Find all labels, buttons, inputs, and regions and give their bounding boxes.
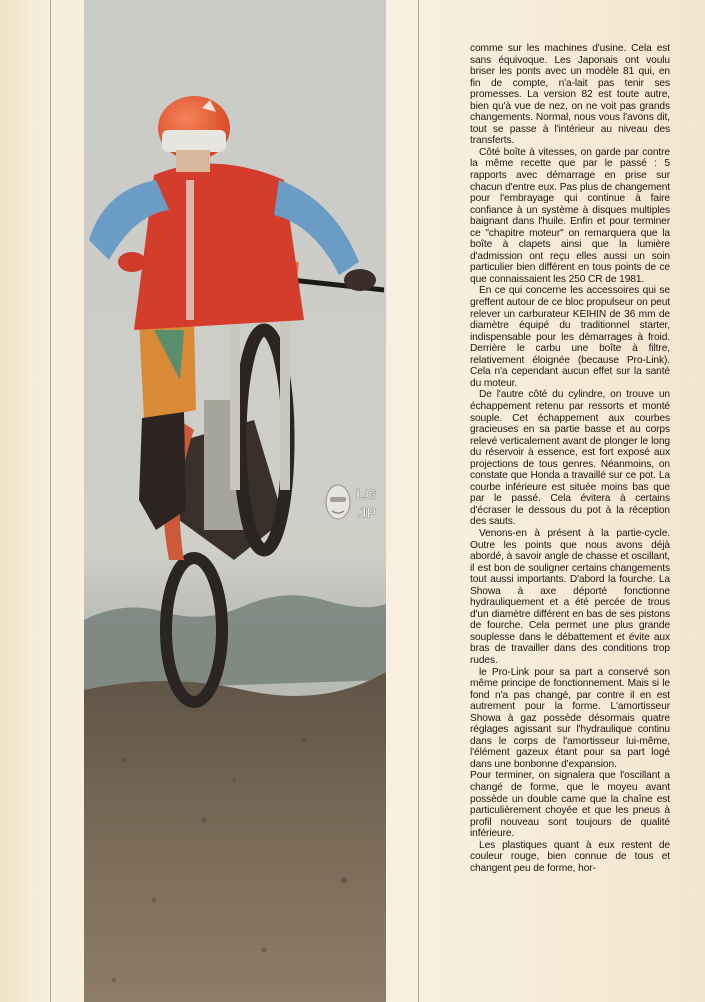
article-paragraph: Venons-en à présent à la partie-cycle. Outre les points que nous avons déjà abordé, à savoir angle de chasse et oscillant, il est bon de souligner certains changements tout aussi importants. D'abord la fourche. La Showa à axe déporté fonctionne hydrauliquement et a été percée de trous d'un diamètre différent en bas de ses pistons de fourche. Cela permet une plus grande souplesse dans le débattement et évite aux bras de travailler dans des conditions trop rudes.	[470, 527, 670, 666]
watermark-logo	[322, 478, 386, 526]
page-left-border	[50, 0, 51, 1002]
article-paragraph: Les plastiques quant à eux restent de couleur rouge, bien connue de tous et changent peu de forme, hor-	[470, 839, 670, 874]
article-paragraph: De l'autre côté du cylindre, on trouve un échappement retenu par ressorts et monté souple. Cet échappement aux courbes gracieuses en sa partie basse et au corps relevé verticalement avant de plonger le long du réservoir à essence, est fort exposé aux projections de tous genres. Néanmoins, on constate que Honda a travaillé sur ce pot. La courbe inférieure est située moins bas que par le passé. Cela évitera à certains d'écraser le dessous du pot à la réception des sauts.	[470, 389, 670, 528]
article-paragraph: En ce qui concerne les accessoires qui se greffent autour de ce bloc propulseur on peut relever un carburateur KEIHIN de 36 mm de diamètre équipé du traditionnel starter, indispensable pour les démarrages à froid. Derrière le carbu une boîte à filtre, relativement éloignée (because Pro-Link). Cela n'a cependant aucun effet sur la santé du moteur.	[470, 285, 670, 389]
article-paragraph: le Pro-Link pour sa part a conservé son même principe de fonctionnement. Mais si le fond n'a pas changé, par contre il en est autrement pour la forme. L'amortisseur Showa à gaz possède désormais quatre réglages agissant sur l'hydraulique continu dans le corps de l'amortisseur lui-même, l'élément gazeux étant pour sa part logé dans une bonbonne d'expansion.	[470, 666, 670, 770]
watermark-text-jp: JP	[358, 505, 377, 522]
watermark-text-lg: LG	[356, 486, 377, 503]
photo-right-border	[418, 0, 419, 1002]
article-paragraph: Pour terminer, on signalera que l'oscillant a changé de forme, que le moyeu avant possède un double came que la chaîne est particulièrement choyée et que les pneus à profil nouveau sont toujours de qualité inférieure.	[470, 770, 670, 840]
article-paragraph: Côté boîte à vitesses, on garde par contre la même recette que par le passé : 5 rapports avec démarrage en prise sur chacun d'entre eux. Pas plus de changement pour l'embrayage qui continue à faire confiance à un système à disques multiples baignant dans l'huile. Enfin et pour terminer ce "chapitre moteur" on remarquera que la boîte à clapets ainsi que la lumière d'admission ont reçu elles aussi un soin particulier bien différent en tous points de ce que connaissaient les 250 CR de 1981.	[470, 146, 670, 285]
article-paragraph: comme sur les machines d'usine. Cela est sans équivoque. Les Japonais ont voulu briser les ponts avec un modèle 81 qui, en fin de compte, n'a-lait pas tenir ses promesses. La version 82 est toute autre, bien qu'à vue de nez, on ne voit pas grands changements. Normal, nous vous l'avons dit, tout se passe à l'intérieur au niveau des transferts.	[470, 43, 670, 147]
article-text-column	[470, 43, 670, 874]
